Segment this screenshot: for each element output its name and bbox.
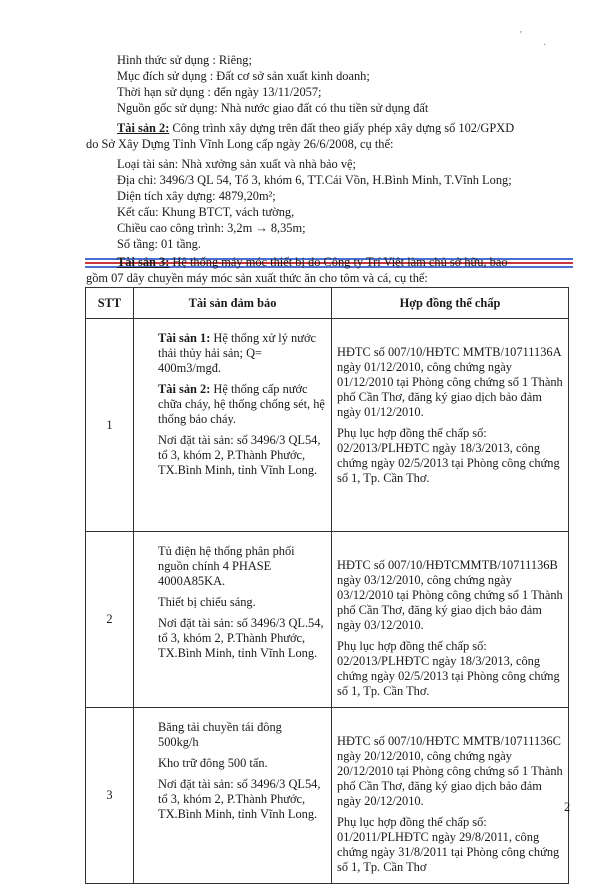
- header-asset: Tài sản đảm bảo: [134, 288, 332, 319]
- contract-paragraph: Phụ lục hợp đồng thế chấp số: 01/2011/PLHĐTC ngày 29/8/2011, công chứng ngày 31/8/2011 tại Phòng công chứng số 1, Tp. Cần Thơ: [337, 815, 560, 874]
- asset-text: Nơi đặt tài sản: số 3496/3 QL54, tổ 3, khóm 2, P.Thành Phước, TX.Bình Minh, tỉnh Vĩnh Long.: [158, 777, 321, 821]
- asset-text: Nơi đặt tài sản: số 3496/3 QL54, tổ 3, khóm 2, P.Thành Phước, TX.Bình Minh, tỉnh Vĩnh Long.: [158, 433, 321, 477]
- asset-text: Hệ thống cấp nước chữa cháy, hệ thống chống sét, hệ thống báo cháy.: [158, 382, 325, 426]
- asset2-address: Địa chỉ: 3496/3 QL 54, Tổ 3, khóm 6, TT.Cái Vồn, H.Bình Minh, T.Vĩnh Long;: [117, 173, 512, 187]
- row-asset: [134, 319, 332, 532]
- row-asset: [134, 708, 332, 884]
- collateral-table: [85, 287, 569, 884]
- asset2-height: Chiều cao công trình: 3,2m → 8,35m;: [117, 221, 306, 235]
- asset3-intro-cont: gồm 07 dây chuyền máy móc sản xuất thức ăn cho tôm và cá, cụ thể:: [86, 271, 428, 285]
- scan-mark: ': [520, 30, 522, 41]
- row-stt: 3: [86, 708, 134, 884]
- asset2-type: Loại tài sản: Nhà xưởng sản xuất và nhà bảo vệ;: [117, 157, 356, 171]
- header-stt: STT: [86, 288, 134, 319]
- asset2-label: Tài sản 2:: [117, 121, 170, 135]
- asset-text: Nơi đặt tài sản: số 3496/3 QL.54, tổ 3, khóm 2, P.Thành Phước, TX.Bình Minh, tỉnh Vĩnh Long.: [158, 616, 324, 660]
- table-row: [86, 708, 569, 884]
- asset-paragraph: [158, 544, 325, 589]
- row-asset: [134, 532, 332, 708]
- asset-paragraph: [158, 433, 325, 478]
- contract-paragraph: Phụ lục hợp đồng thế chấp số: 02/2013/PLHĐTC ngày 18/3/2013, công chứng ngày 02/5/2013 tại Phòng công chứng số 1, Tp. Cần Thơ.: [337, 426, 560, 485]
- table-header-row: [86, 288, 569, 319]
- contract-paragraph: HĐTC số 007/10/HĐTC MMTB/10711136C ngày 20/12/2010, công chứng ngày 20/12/2010 tại Phòng công chứng số 1 Thành phố Cần Thơ, đăng ký giao dịch bảo đảm ngày 20/12/2010.: [337, 734, 563, 808]
- asset-text: Hệ thống xử lý nước thải thủy hải sản; Q= 400m3/mgđ.: [158, 331, 316, 375]
- asset-label: Tài sản 1:: [158, 331, 211, 345]
- row-contract: [332, 708, 569, 884]
- contract-paragraph: HĐTC số 007/10/HĐTCMMTB/10711136B ngày 03/12/2010, công chứng ngày 03/12/2010 tại Phòng công chứng số 1 Thành phố Cần Thơ, đăng ký giao dịch bảo đảm ngày 03/12/2010.: [337, 558, 563, 632]
- table-row: [86, 532, 569, 708]
- asset2-intro: Tài sản 2: Công trình xây dựng trên đất theo giấy phép xây dựng số 102/GPXD: [117, 121, 515, 135]
- usage-origin-line: Nguồn gốc sử dụng: Nhà nước giao đất có thu tiền sử dụng đất: [117, 101, 429, 115]
- row-stt: 1: [86, 319, 134, 532]
- asset-paragraph: [158, 595, 325, 610]
- header-contract: Hợp đồng thế chấp: [332, 288, 569, 319]
- asset-paragraph: [158, 720, 325, 750]
- row-contract: [332, 319, 569, 532]
- row-stt: 2: [86, 532, 134, 708]
- asset-text: Kho trữ đông 500 tấn.: [158, 756, 268, 770]
- asset3-label: Tài sản 3:: [117, 255, 170, 269]
- asset2-area: Diện tích xây dựng: 4879,20m²;: [117, 189, 276, 203]
- row-contract: [332, 532, 569, 708]
- asset-paragraph: [158, 331, 325, 376]
- asset-paragraph: [158, 777, 325, 822]
- asset-paragraph: [158, 382, 325, 427]
- scan-mark: ·: [543, 40, 547, 51]
- usage-term-line: Thời hạn sử dụng : đến ngày 13/11/2057;: [117, 85, 322, 99]
- asset-text: Băng tải chuyền tái đông 500kg/h: [158, 720, 282, 749]
- usage-purpose-line: Mục đích sử dụng : Đất cơ sở sản xuất kinh doanh;: [117, 69, 370, 83]
- asset3-intro: Tài sản 3: Hệ thống máy móc thiết bị do Công ty Trí Việt làm chủ sở hữu, bao: [117, 255, 508, 269]
- asset-text: Thiết bị chiếu sáng.: [158, 595, 256, 609]
- table-row: [86, 319, 569, 532]
- contract-paragraph: HĐTC số 007/10/HĐTC MMTB/10711136A ngày 01/12/2010, công chứng ngày 01/12/2010 tại Phòng công chứng số 1 Thành phố Cần Thơ, đăng ký giao dịch bảo đảm ngày 01/12/2010.: [337, 345, 563, 419]
- usage-form-line: Hình thức sử dụng : Riêng;: [117, 53, 252, 67]
- asset2-floors: Số tầng: 01 tầng.: [117, 237, 201, 251]
- page-number: 2: [564, 800, 571, 814]
- asset-text: Tủ điện hệ thống phân phối nguồn chính 4 PHASE 4000A85KA.: [158, 544, 295, 588]
- asset2-intro-cont: do Sở Xây Dựng Tỉnh Vĩnh Long cấp ngày 26/6/2008, cụ thể:: [86, 137, 394, 151]
- asset-paragraph: [158, 616, 325, 661]
- asset-paragraph: [158, 756, 325, 771]
- contract-paragraph: Phụ lục hợp đồng thế chấp số: 02/2013/PLHĐTC ngày 18/3/2013, công chứng ngày 02/5/2013 tại Phòng công chứng số 1, Tp. Cần Thơ.: [337, 639, 560, 698]
- asset2-structure: Kết cấu: Khung BTCT, vách tường,: [117, 205, 295, 219]
- asset-label: Tài sản 2:: [158, 382, 211, 396]
